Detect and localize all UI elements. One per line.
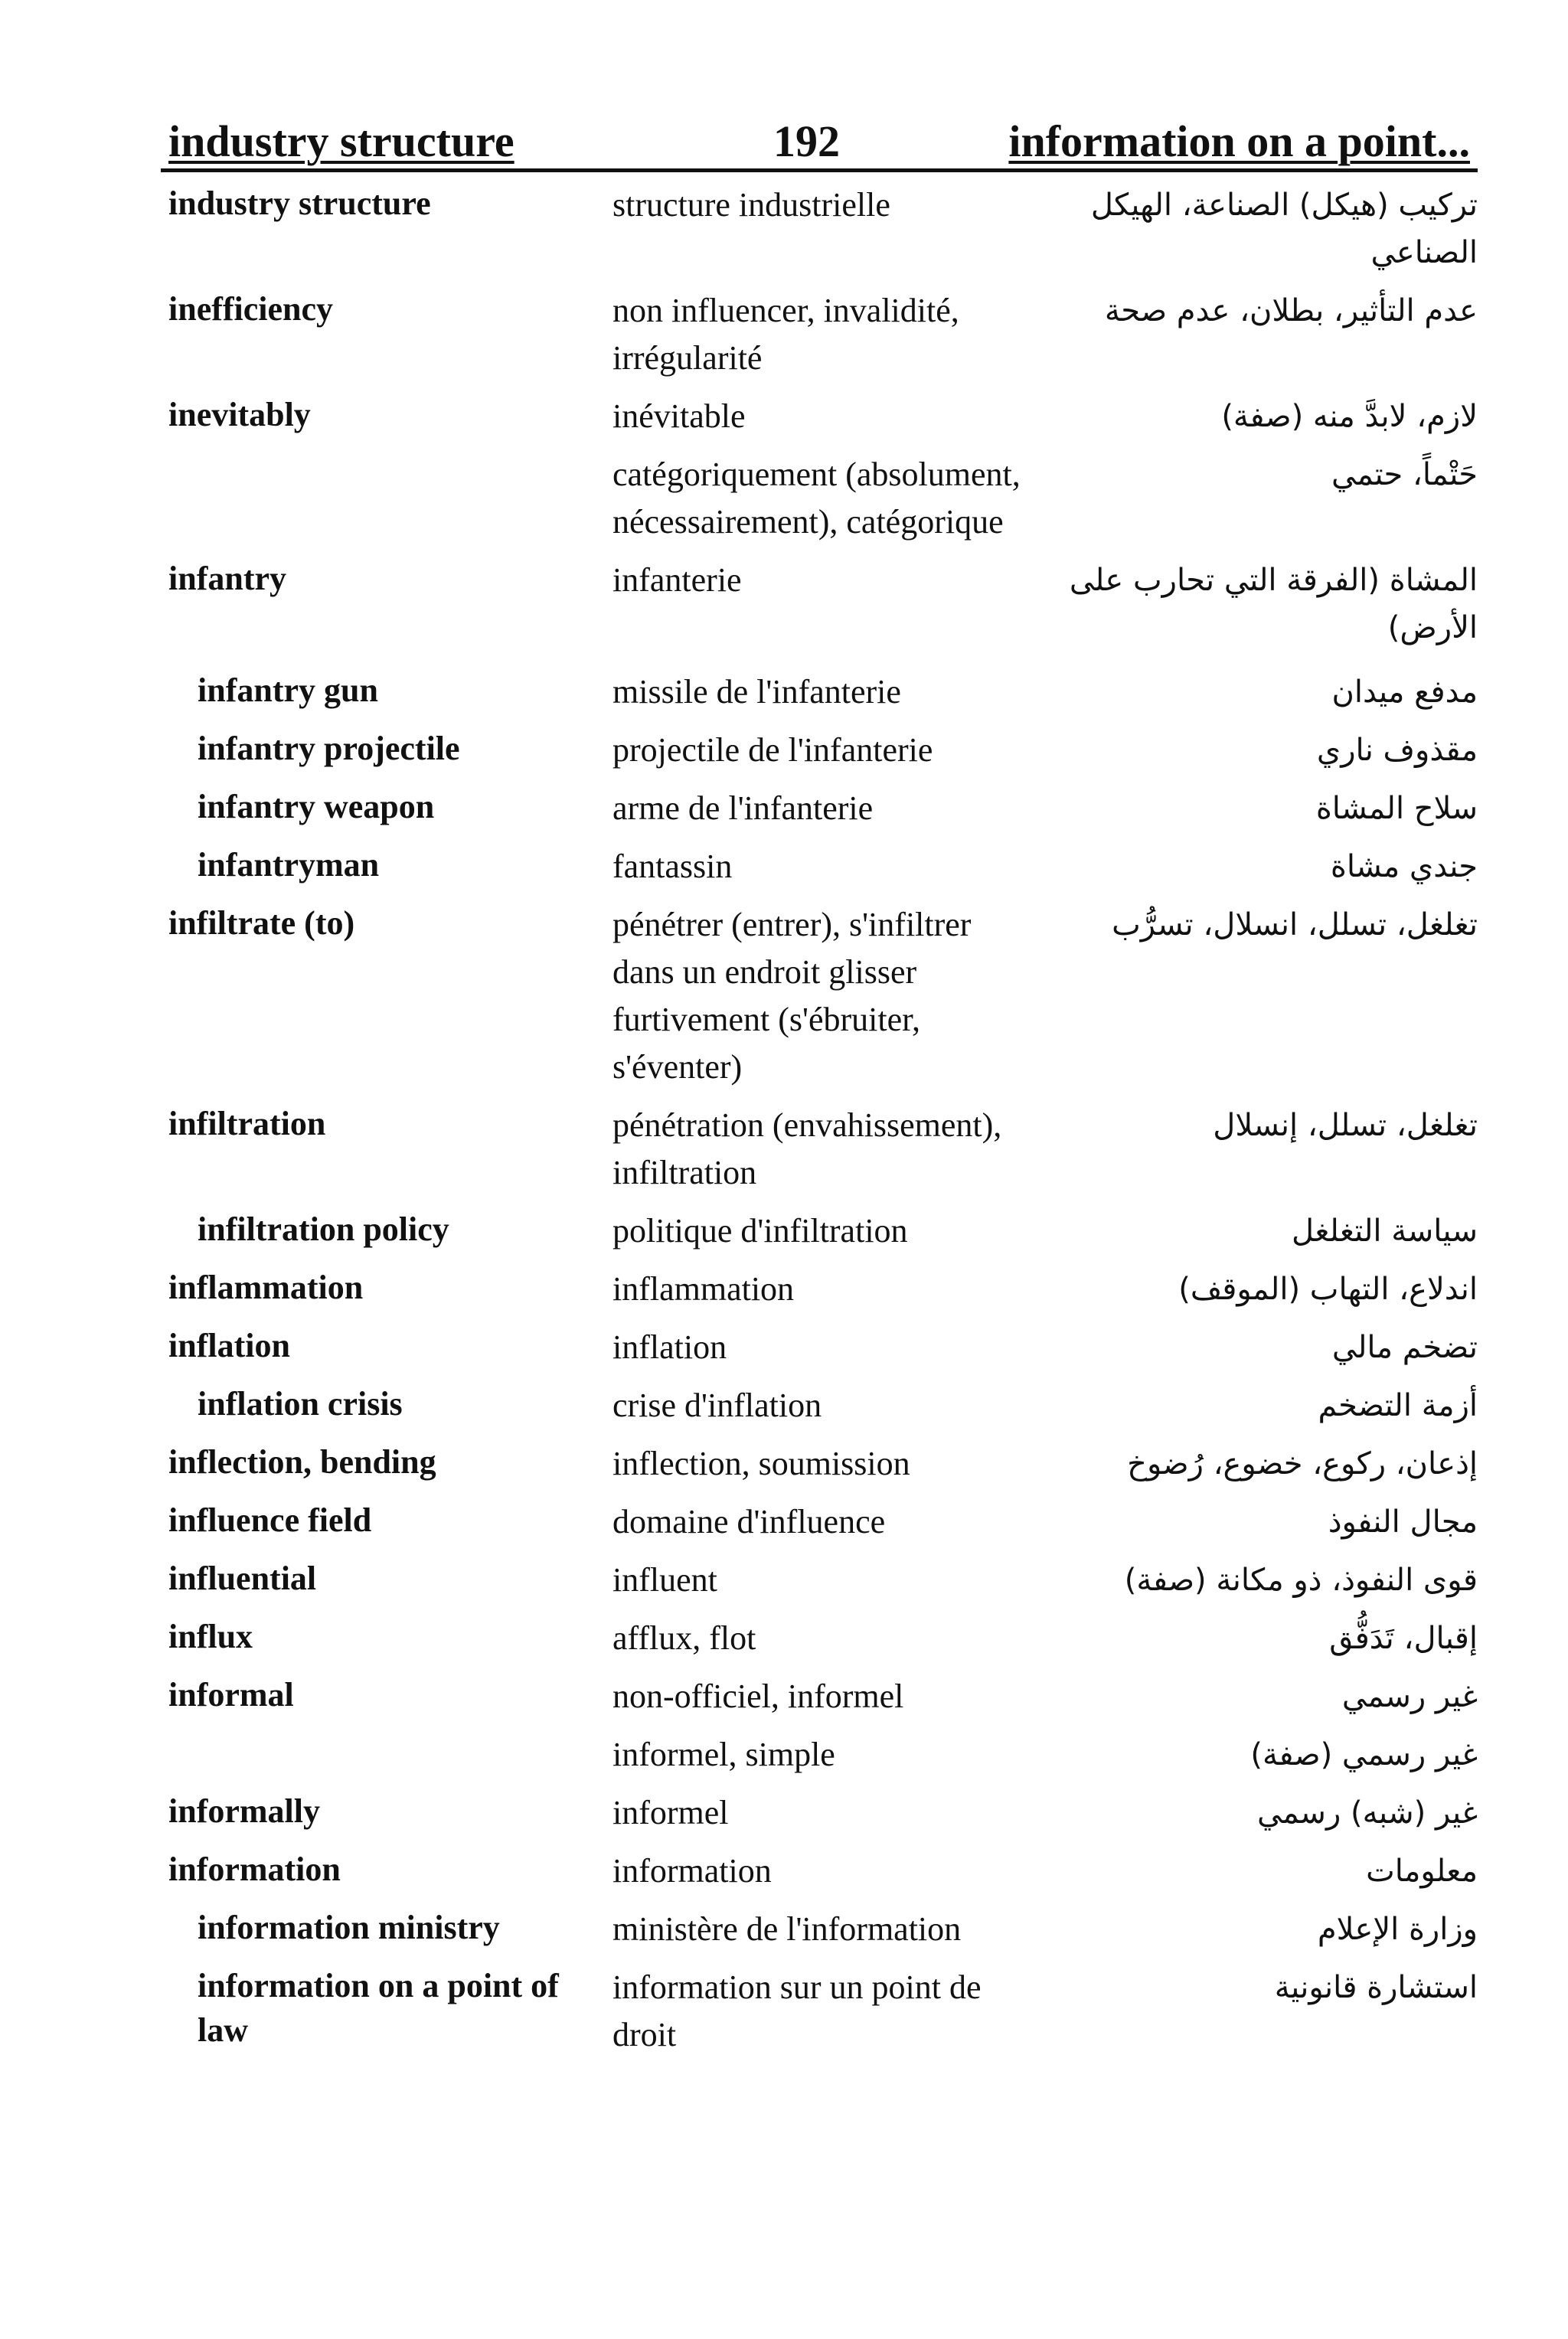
entry-arabic: تركيب (هيكل) الصناعة، الهيكل الصناعي: [1090, 188, 1478, 270]
entry-row: [161, 727, 1478, 774]
entry-row: [161, 1615, 1478, 1662]
entry-french: non influencer, invalidité, irrégularité: [612, 292, 959, 377]
entry-term: influential: [168, 1560, 317, 1597]
entry-term: infantry weapon: [198, 788, 435, 825]
entry-term: information: [168, 1851, 341, 1888]
entry-row: [161, 901, 1478, 1091]
entry-row: [161, 1557, 1478, 1604]
entry-row: [161, 1440, 1478, 1488]
entry-french: inflection, soumission: [612, 1445, 910, 1482]
entry-arabic: إذعان، ركوع، خضوع، رُضوخ: [1127, 1446, 1478, 1481]
entry-french: information sur un point de droit: [612, 1968, 982, 2053]
entry-french: politique d'infiltration: [612, 1212, 908, 1250]
entry-french: arme de l'infanterie: [612, 789, 874, 827]
entry-term: information ministry: [198, 1909, 500, 1946]
entry-row: [161, 1789, 1478, 1837]
entry-arabic: مقذوف ناري: [1316, 733, 1478, 768]
entry-row: [161, 557, 1478, 652]
header-left-guide-word: industry structure: [168, 116, 514, 166]
entry-french: projectile de l'infanterie: [612, 731, 933, 769]
entry-arabic: وزارة الإعلام: [1317, 1912, 1478, 1947]
entry-arabic: حَتْماً، حتمي: [1331, 457, 1478, 492]
entry-french: domaine d'influence: [612, 1503, 886, 1540]
entry-arabic: تضخم مالي: [1331, 1330, 1478, 1365]
entry-arabic: عدم التأثير، بطلان، عدم صحة: [1104, 293, 1478, 328]
entry-row: [161, 1324, 1478, 1371]
entry-row: [161, 1847, 1478, 1895]
entry-row: [161, 1207, 1478, 1255]
entry-term: inefficiency: [168, 290, 334, 328]
entry-french: afflux, flot: [612, 1619, 756, 1657]
entry-arabic: مدفع ميدان: [1331, 675, 1478, 710]
entry-french: informel: [612, 1794, 729, 1831]
entry-arabic: استشارة قانونية: [1274, 1970, 1478, 2005]
entry-term: infiltration policy: [198, 1210, 449, 1248]
entry-french: structure industrielle: [612, 186, 890, 224]
entry-french: infanterie: [612, 561, 742, 599]
entry-row: [161, 1102, 1478, 1197]
entry-arabic: أزمة التضخم: [1318, 1388, 1478, 1423]
header-right-guide-word: information on a point...: [1008, 116, 1470, 166]
entry-arabic: تغلغل، تسلل، إنسلال: [1213, 1108, 1478, 1143]
entry-french: non-officiel, informel: [612, 1677, 904, 1715]
entry-row: [161, 843, 1478, 890]
entry-term: influence field: [168, 1501, 372, 1539]
entry-arabic: قوى النفوذ، ذو مكانة (صفة): [1124, 1563, 1478, 1598]
entry-row: [161, 1731, 1478, 1779]
running-header: [161, 115, 1478, 172]
entry-arabic: اندلاع، التهاب (الموقف): [1178, 1272, 1478, 1307]
entry-arabic: غير رسمي: [1341, 1679, 1478, 1714]
entry-row: [161, 451, 1478, 546]
entry-row: [161, 785, 1478, 832]
entry-french: fantassin: [612, 848, 733, 885]
entry-row: [161, 1382, 1478, 1429]
entry-french: crise d'inflation: [612, 1387, 822, 1424]
entry-french: pénétration (envahissement), infiltration: [612, 1106, 1002, 1191]
entry-french: information: [612, 1852, 772, 1890]
entry-french: informel, simple: [612, 1736, 835, 1773]
entry-arabic: مجال النفوذ: [1328, 1504, 1478, 1540]
entry-row: [161, 287, 1478, 382]
entry-row: [161, 1266, 1478, 1313]
entry-row: [161, 668, 1478, 716]
entry-list: [161, 181, 1478, 2059]
entry-arabic: سياسة التغلغل: [1292, 1214, 1478, 1249]
dictionary-page: [161, 115, 1478, 2069]
entry-term: inevitably: [168, 396, 311, 433]
entry-french: missile de l'infanterie: [612, 673, 901, 711]
entry-term: inflation: [168, 1327, 290, 1364]
entry-arabic: لازم، لابدَّ منه (صفة): [1221, 399, 1478, 434]
entry-term: infantry projectile: [198, 730, 460, 767]
entry-arabic: سلاح المشاة: [1315, 791, 1478, 826]
entry-arabic: المشاة (الفرقة التي تحارب على الأرض): [1069, 563, 1478, 645]
entry-term: influx: [168, 1618, 253, 1655]
entry-french: inflation: [612, 1328, 727, 1366]
entry-french: pénétrer (entrer), s'infiltrer dans un endroit glisser furtivement (s'ébruiter, s'éventer): [612, 906, 972, 1086]
entry-term: inflection, bending: [168, 1443, 436, 1481]
entry-arabic: غير رسمي (صفة): [1250, 1737, 1478, 1772]
entry-arabic: جندي مشاة: [1330, 849, 1478, 884]
entry-term: inflammation: [168, 1269, 364, 1306]
entry-term: infantry gun: [198, 671, 378, 709]
entry-row: [161, 1906, 1478, 1953]
entry-row: [161, 1498, 1478, 1546]
entry-term: informal: [168, 1676, 294, 1713]
entry-term: infantry: [168, 560, 286, 597]
entry-french: inévitable: [612, 397, 746, 435]
entry-arabic: معلومات: [1366, 1854, 1478, 1889]
entry-term: informally: [168, 1792, 320, 1830]
entry-term: information on a point of law: [198, 1967, 559, 2049]
entry-french: influent: [612, 1561, 717, 1599]
entry-row: [161, 393, 1478, 440]
entry-french: catégoriquement (absolument, nécessairement), catégorique: [612, 456, 1021, 541]
entry-term: infiltrate (to): [168, 904, 355, 942]
entry-row: [161, 181, 1478, 276]
entry-french: inflammation: [612, 1270, 795, 1308]
entry-term: infantryman: [198, 846, 380, 884]
entry-term: inflation crisis: [198, 1385, 403, 1423]
entry-term: infiltration: [168, 1105, 326, 1142]
entry-arabic: إقبال، تَدَفُّق: [1329, 1621, 1478, 1656]
entry-term: industry structure: [168, 185, 431, 222]
entry-row: [161, 1673, 1478, 1720]
entry-arabic: تغلغل، تسلل، انسلال، تسرُّب: [1112, 907, 1478, 942]
page-number: 192: [773, 116, 840, 166]
entry-row: [161, 1964, 1478, 2059]
entry-arabic: غير (شبه) رسمي: [1256, 1795, 1478, 1831]
entry-french: ministère de l'information: [612, 1910, 962, 1948]
